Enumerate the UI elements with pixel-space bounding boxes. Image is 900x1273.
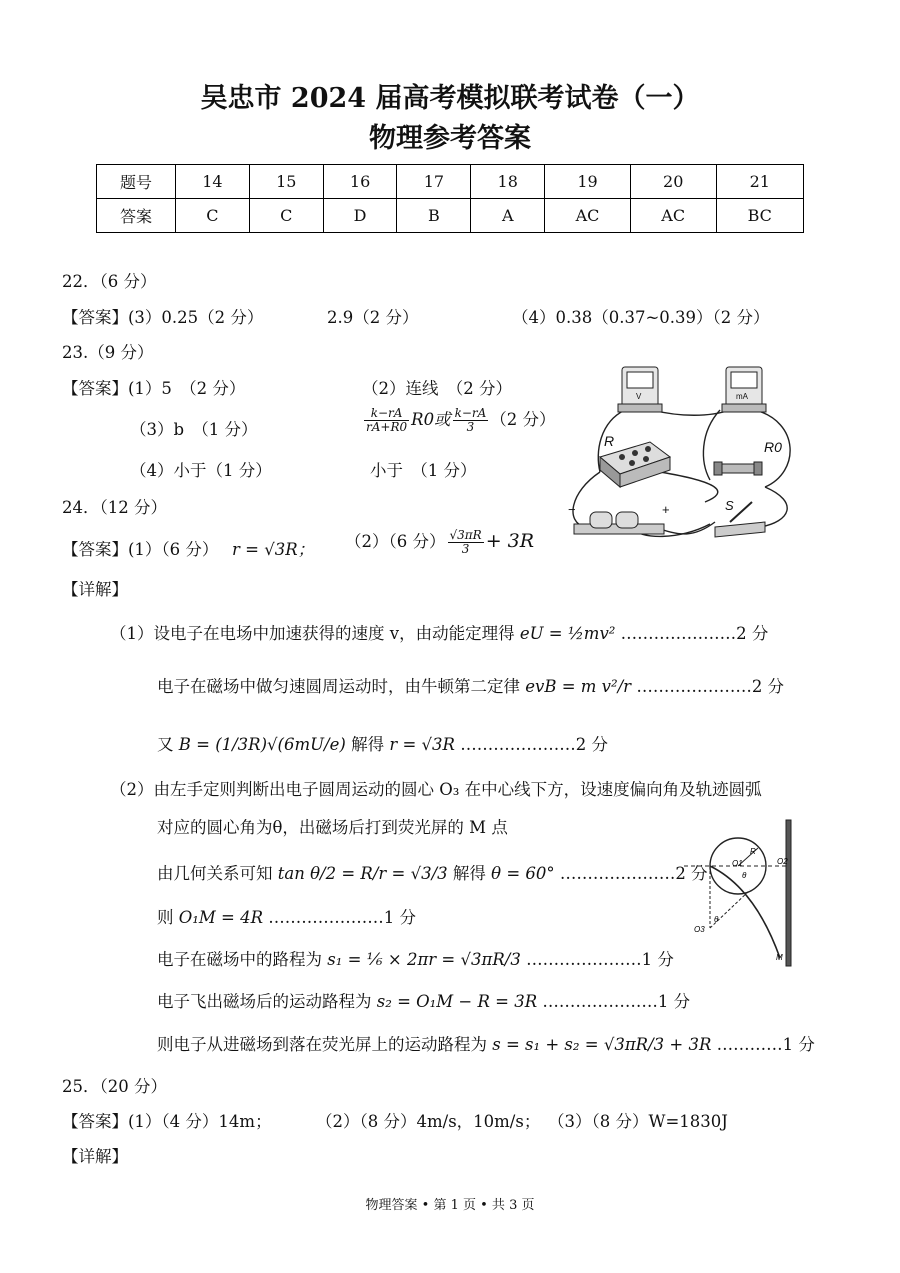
q24-line-5: 对应的圆心角为θ，出磁场后打到荧光屏的 M 点	[157, 818, 508, 837]
table-cell: 20	[630, 165, 716, 199]
table-row	[97, 199, 804, 233]
table-row	[97, 165, 804, 199]
table-cell: 17	[397, 165, 471, 199]
geometry-diagram	[680, 818, 800, 968]
table-cell: 18	[471, 165, 545, 199]
table-cell: C	[176, 199, 250, 233]
resistor-r0-label: R0	[764, 439, 782, 455]
formula: r = √3R	[389, 735, 455, 754]
answer-table	[96, 164, 804, 233]
q25-answer-1: 【答案】(1）（4 分）14m；	[62, 1112, 272, 1131]
table-cell: 15	[249, 165, 323, 199]
denominator: 3	[461, 542, 470, 556]
resistor-icon	[714, 462, 762, 475]
formula: eU = ½mv²	[519, 624, 616, 643]
q24-line-6	[157, 860, 708, 884]
q24-line-3	[157, 731, 608, 755]
q24-line-8	[157, 946, 674, 970]
score: …………………2 分	[460, 735, 608, 754]
q25-answer-3: （3）（8 分）W=1830J	[548, 1112, 728, 1131]
score: …………………1 分	[526, 950, 674, 969]
text: 则	[157, 908, 174, 927]
page-subtitle: 物理参考答案	[369, 123, 531, 154]
battery-minus-label: −	[568, 502, 576, 517]
page-footer: 物理答案 • 第 1 页 • 共 3 页	[365, 1198, 535, 1213]
denominator: rA+R0	[366, 420, 408, 434]
formula-text: R0或	[411, 410, 451, 429]
formula: s₁ = ⅙ × 2πr = √3πR/3	[327, 950, 521, 969]
table-header-label: 题号	[97, 165, 176, 199]
formula: tan θ/2 = R/r = √3/3	[277, 864, 448, 883]
numerator: k−rA	[454, 405, 487, 420]
formula: evB = m v²/r	[525, 677, 632, 696]
formula-text: + 3R	[485, 530, 535, 552]
text: （1）设电子在电场中加速获得的速度 v，由动能定理得	[110, 624, 515, 643]
fraction	[448, 529, 484, 556]
q23-answer-5: 小于 （1 分）	[370, 461, 477, 480]
table-cell: 19	[545, 165, 631, 199]
table-cell: 21	[716, 165, 803, 199]
formula: O₁M = 4R	[178, 908, 264, 927]
q24-line-4: （2）由左手定则判断出电子圆周运动的圆心 O₃ 在中心线下方，设速度偏向角及轨迹圆弧	[110, 780, 762, 799]
formula-text: （2）（6 分）	[345, 532, 446, 551]
q24-answer-2	[345, 528, 534, 556]
milliammeter-icon	[722, 367, 766, 412]
formula-text: （2 分）	[490, 410, 556, 429]
score: …………1 分	[716, 1035, 815, 1054]
voltmeter-icon	[618, 367, 662, 412]
switch-icon	[715, 502, 765, 537]
q24-line-1	[110, 620, 768, 644]
text: 电子飞出磁场后的运动路程为	[157, 992, 372, 1011]
text: 电子在磁场中做匀速圆周运动时，由牛顿第二定律	[157, 677, 520, 696]
table-cell: A	[471, 199, 545, 233]
text: 则电子从进磁场到落在荧光屏上的运动路程为	[157, 1035, 487, 1054]
table-cell: AC	[630, 199, 716, 233]
q23-formula	[362, 406, 556, 434]
q24-detail-label: 【详解】	[62, 580, 128, 599]
label-o2: O2	[777, 857, 788, 866]
q24-heading: 24．（12 分）	[62, 498, 167, 517]
q22-answer-1: 【答案】(3）0.25（2 分）	[62, 308, 264, 327]
formula: s = s₁ + s₂ = √3πR/3 + 3R	[492, 1035, 712, 1054]
table-cell: BC	[716, 199, 803, 233]
label-theta: θ	[742, 871, 747, 880]
table-cell: B	[397, 199, 471, 233]
switch-label: S	[725, 498, 734, 513]
resistor-box-label: R	[604, 433, 615, 449]
table-cell: C	[249, 199, 323, 233]
q23-answer-1: 【答案】(1）5 （2 分）	[62, 379, 246, 398]
q25-detail-label: 【详解】	[62, 1147, 128, 1166]
text: 解得	[452, 864, 486, 883]
q24-answer-1: 【答案】(1）（6 分）	[62, 540, 219, 559]
formula: s₂ = O₁M − R = 3R	[376, 992, 538, 1011]
battery-plus-label: +	[662, 502, 670, 517]
label-m: M	[776, 953, 783, 962]
score: …………………2 分	[559, 864, 708, 883]
text: 电子在磁场中的路程为	[157, 950, 322, 969]
voltmeter-label: V	[636, 392, 642, 401]
q24-line-10	[157, 1031, 815, 1055]
page-title: 吴忠市 2024 届高考模拟联考试卷（一）	[200, 83, 700, 114]
table-cell: 16	[323, 165, 397, 199]
battery-icon	[574, 512, 664, 534]
q24-line-7	[157, 904, 416, 928]
label-o1: O1	[732, 859, 743, 868]
label-theta-lower: θ	[714, 915, 719, 924]
table-cell: 14	[176, 165, 250, 199]
score: …………………2 分	[636, 677, 785, 696]
score: …………………1 分	[268, 908, 417, 927]
text: 又	[157, 735, 174, 754]
q25-heading: 25．（20 分）	[62, 1077, 167, 1096]
milliammeter-label: mA	[736, 392, 748, 401]
fraction	[364, 407, 409, 434]
q24-line-9	[157, 988, 690, 1012]
q25-answer-2: （2）（8 分）4m/s，10m/s；	[316, 1112, 541, 1131]
q22-heading: 22．（6 分）	[62, 272, 157, 291]
q23-answer-3: （3）b （1 分）	[130, 420, 258, 439]
table-cell: D	[323, 199, 397, 233]
text: 由几何关系可知	[157, 864, 273, 883]
q23-answer-2: （2）连线 （2 分）	[362, 379, 512, 398]
q24-line-2	[157, 673, 784, 697]
q24-answer-1-expr: r = √3R；	[232, 540, 315, 559]
numerator: k−rA	[364, 407, 409, 421]
table-answer-label: 答案	[97, 199, 176, 233]
table-cell: AC	[545, 199, 631, 233]
text: 解得	[351, 735, 385, 754]
q22-answer-2: 2.9（2 分）	[327, 308, 419, 327]
fraction	[453, 407, 489, 434]
q23-answer-4: （4）小于（1 分）	[130, 461, 272, 480]
circuit-diagram	[560, 362, 810, 542]
score: …………………1 分	[542, 992, 691, 1011]
label-r: R	[750, 847, 756, 856]
formula: θ = 60°	[491, 864, 555, 883]
q23-heading: 23.（9 分）	[62, 343, 154, 362]
q22-answer-3: （4）0.38（0.37~0.39）（2 分）	[512, 308, 770, 327]
formula: B = (1/3R)√(6mU/e)	[178, 735, 346, 754]
score: …………………2 分	[620, 624, 769, 643]
denominator: 3	[466, 420, 475, 434]
label-o3: O3	[694, 925, 705, 934]
numerator: √3πR	[449, 527, 482, 542]
